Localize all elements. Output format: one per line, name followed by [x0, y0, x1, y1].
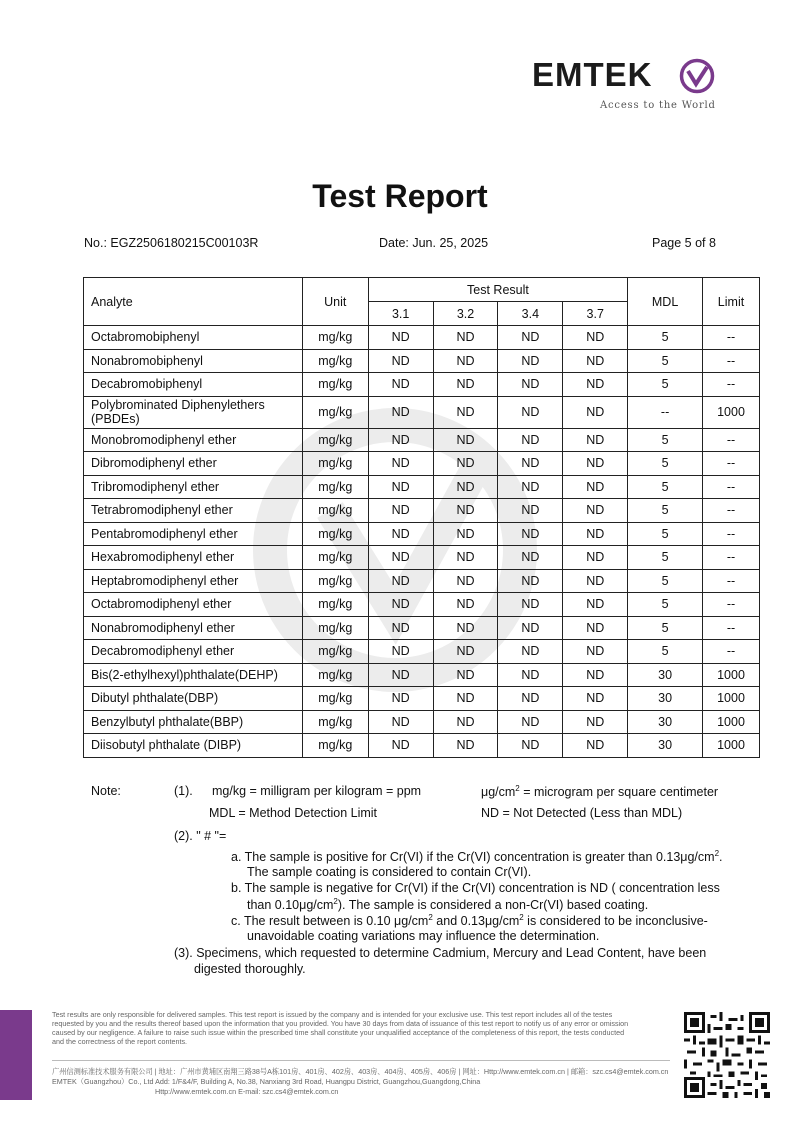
cell-result: ND — [368, 616, 433, 640]
cell-result: ND — [563, 396, 628, 428]
cell-result: ND — [563, 734, 628, 758]
cell-result: ND — [563, 349, 628, 373]
subcol-header: 3.7 — [563, 302, 628, 326]
page-number: Page 5 of 8 — [652, 236, 716, 250]
cell-result: ND — [433, 663, 498, 687]
cell-mdl: 30 — [628, 663, 703, 687]
cell-mdl: 5 — [628, 546, 703, 570]
cell-unit: mg/kg — [302, 452, 368, 476]
cell-result: ND — [498, 710, 563, 734]
cell-result: ND — [563, 640, 628, 664]
cell-result: ND — [563, 546, 628, 570]
cell-mdl: 5 — [628, 499, 703, 523]
cell-result: ND — [563, 475, 628, 499]
cell-unit: mg/kg — [302, 546, 368, 570]
cell-mdl: 5 — [628, 428, 703, 452]
cell-result: ND — [498, 428, 563, 452]
cell-unit: mg/kg — [302, 593, 368, 617]
cell-limit: 1000 — [703, 710, 760, 734]
cell-limit: 1000 — [703, 687, 760, 711]
footer-accent-bar — [0, 1010, 32, 1100]
cell-result: ND — [433, 616, 498, 640]
subcol-header: 3.2 — [433, 302, 498, 326]
cell-limit: -- — [703, 499, 760, 523]
cell-unit: mg/kg — [302, 663, 368, 687]
cell-result: ND — [368, 663, 433, 687]
cell-unit: mg/kg — [302, 734, 368, 758]
cell-mdl: 5 — [628, 569, 703, 593]
cell-analyte: Benzylbutyl phthalate(BBP) — [84, 710, 303, 734]
cell-result: ND — [498, 640, 563, 664]
cell-result: ND — [563, 499, 628, 523]
cell-mdl: 5 — [628, 522, 703, 546]
report-number: No.: EGZ2506180215C00103R — [84, 236, 259, 250]
footer-disclaimer: Test results are only responsible for delivered samples. This test report is issued by the company and is intended for your exclusive use. This test report includes all of the testes requested by you and the results thereof based upon the information that you provided. You have 30 days from data of issuance of this test report to notify us of any error or omission caused by our negligence. A failure to raise such issue within the prescribed time shall constitute your unqualified acceptance of the completeness of this report, the tests conducted and the correctness of the report contents. — [52, 1010, 629, 1046]
table-row — [84, 734, 760, 758]
cell-unit: mg/kg — [302, 475, 368, 499]
cell-result: ND — [368, 326, 433, 350]
cell-unit: mg/kg — [302, 326, 368, 350]
table-row — [84, 452, 760, 476]
cell-unit: mg/kg — [302, 499, 368, 523]
cell-result: ND — [433, 710, 498, 734]
cell-result: ND — [498, 396, 563, 428]
cell-limit: 1000 — [703, 396, 760, 428]
cell-limit: -- — [703, 522, 760, 546]
cell-result: ND — [368, 428, 433, 452]
cell-result: ND — [563, 428, 628, 452]
cell-result: ND — [563, 569, 628, 593]
cell-result: ND — [433, 522, 498, 546]
cell-limit: -- — [703, 569, 760, 593]
cell-result: ND — [498, 593, 563, 617]
cell-unit: mg/kg — [302, 569, 368, 593]
cell-limit: -- — [703, 475, 760, 499]
table-row — [84, 396, 760, 428]
cell-unit: mg/kg — [302, 349, 368, 373]
cell-result: ND — [368, 396, 433, 428]
cell-result: ND — [433, 569, 498, 593]
table-row — [84, 546, 760, 570]
report-date: Date: Jun. 25, 2025 — [379, 236, 489, 250]
cell-limit: 1000 — [703, 663, 760, 687]
cell-result: ND — [563, 593, 628, 617]
cell-result: ND — [433, 546, 498, 570]
col-mdl-header: MDL — [628, 278, 703, 326]
cell-analyte: Bis(2-ethylhexyl)phthalate(DEHP) — [84, 663, 303, 687]
cell-unit: mg/kg — [302, 710, 368, 734]
col-limit-header: Limit — [703, 278, 760, 326]
emtek-logo — [532, 56, 722, 116]
cell-unit: mg/kg — [302, 687, 368, 711]
cell-analyte: Decabromobiphenyl — [84, 373, 303, 397]
col-test-result-header: Test Result — [368, 278, 627, 302]
cell-result: ND — [498, 687, 563, 711]
cell-analyte: Tetrabromodiphenyl ether — [84, 499, 303, 523]
cell-result: ND — [368, 734, 433, 758]
cell-limit: -- — [703, 546, 760, 570]
table-row — [84, 349, 760, 373]
table-row — [84, 569, 760, 593]
cell-analyte: Tribromodiphenyl ether — [84, 475, 303, 499]
cell-result: ND — [498, 475, 563, 499]
note-nd-definition: ND = Not Detected (Less than MDL) — [481, 806, 683, 820]
results-body — [84, 326, 760, 758]
cell-analyte: Decabromodiphenyl ether — [84, 640, 303, 664]
note-1-index: (1). — [174, 784, 193, 798]
footer-address-cn: 广州信测标准技术服务有限公司 | 地址：广州市黄埔区南翔三路38号A栋101房、401房、402房、403房、404房、405房、406房 | 网址：Http://www.emtek.com.cn | 邮箱：szc.cs4@emtek.com.cn — [52, 1067, 669, 1076]
subcol-header: 3.1 — [368, 302, 433, 326]
cell-result: ND — [563, 663, 628, 687]
cell-result: ND — [498, 663, 563, 687]
cell-limit: -- — [703, 326, 760, 350]
cell-analyte: Nonabromobiphenyl — [84, 349, 303, 373]
cell-limit: -- — [703, 452, 760, 476]
col-unit-header: Unit — [302, 278, 368, 326]
cell-result: ND — [433, 349, 498, 373]
cell-result: ND — [498, 616, 563, 640]
note-c-line2: unavoidable coating variations may influence the determination. — [247, 929, 600, 943]
cell-analyte: Dibutyl phthalate(DBP) — [84, 687, 303, 711]
cell-analyte: Monobromodiphenyl ether — [84, 428, 303, 452]
cell-result: ND — [368, 373, 433, 397]
table-row — [84, 475, 760, 499]
cell-result: ND — [433, 593, 498, 617]
table-row — [84, 499, 760, 523]
cell-result: ND — [368, 349, 433, 373]
cell-result: ND — [563, 687, 628, 711]
cell-analyte: Polybrominated Diphenylethers (PBDEs) — [84, 396, 303, 428]
cell-mdl: 5 — [628, 640, 703, 664]
cell-result: ND — [498, 373, 563, 397]
cell-result: ND — [368, 452, 433, 476]
footer-web-email: Http://www.emtek.com.cn E-mail: szc.cs4@emtek.com.cn — [155, 1087, 339, 1096]
table-row — [84, 640, 760, 664]
note-b-line1: b. The sample is negative for Cr(VI) if the Cr(VI) concentration is ND ( concentration less — [231, 881, 720, 895]
cell-result: ND — [498, 569, 563, 593]
cell-result: ND — [498, 499, 563, 523]
cell-mdl: 5 — [628, 475, 703, 499]
note-ppm: mg/kg = milligram per kilogram = ppm — [212, 784, 422, 798]
cell-mdl: 5 — [628, 349, 703, 373]
cell-result: ND — [433, 396, 498, 428]
cell-result: ND — [563, 373, 628, 397]
cell-result: ND — [433, 687, 498, 711]
cell-result: ND — [368, 522, 433, 546]
qr-code-icon — [684, 1012, 770, 1098]
cell-result: ND — [433, 452, 498, 476]
cell-analyte: Dibromodiphenyl ether — [84, 452, 303, 476]
cell-unit: mg/kg — [302, 640, 368, 664]
cell-result: ND — [563, 710, 628, 734]
brand-name: EMTEK — [532, 56, 653, 93]
cell-result: ND — [368, 475, 433, 499]
cell-limit: -- — [703, 640, 760, 664]
cell-limit: -- — [703, 428, 760, 452]
cell-mdl: 5 — [628, 593, 703, 617]
table-row — [84, 522, 760, 546]
cell-limit: -- — [703, 349, 760, 373]
cell-result: ND — [563, 616, 628, 640]
cell-result: ND — [563, 522, 628, 546]
cell-analyte: Pentabromodiphenyl ether — [84, 522, 303, 546]
note-3-line2: digested thoroughly. — [194, 962, 306, 976]
note-2-index: (2). " # "= — [174, 829, 227, 843]
cell-result: ND — [368, 640, 433, 664]
note-ugcm2: $\mu g/cm^2$ = microgram per square centimeter — [481, 784, 719, 800]
cell-mdl: -- — [628, 396, 703, 428]
note-label: Note: — [91, 784, 121, 798]
brand-tagline: Access to the World — [600, 100, 716, 111]
cell-result: ND — [433, 428, 498, 452]
cell-result: ND — [498, 326, 563, 350]
results-table — [83, 277, 760, 758]
cell-unit: mg/kg — [302, 373, 368, 397]
cell-result: ND — [498, 349, 563, 373]
table-row — [84, 663, 760, 687]
cell-mdl: 30 — [628, 687, 703, 711]
cell-result: ND — [433, 373, 498, 397]
note-3-line1: (3). Specimens, which requested to determine Cadmium, Mercury and Lead Content, have been — [174, 946, 707, 960]
cell-mdl: 5 — [628, 616, 703, 640]
cell-limit: -- — [703, 593, 760, 617]
cell-unit: mg/kg — [302, 396, 368, 428]
note-c-line1: c. The result between is 0.10 $\mu g/cm^2$ and $0.13\mu g/cm^2$ is considered to be inconclusive- — [231, 913, 708, 929]
cell-result: ND — [368, 710, 433, 734]
footer-address-en: EMTEK（Guangzhou）Co., Ltd Add: 1/F&4/F, Building A, No.38, Nanxiang 3rd Road, Huangpu District, Guangzhou,Guangdong,China — [52, 1077, 481, 1086]
cell-limit: -- — [703, 373, 760, 397]
cell-mdl: 30 — [628, 734, 703, 758]
cell-analyte: Heptabromodiphenyl ether — [84, 569, 303, 593]
table-row — [84, 326, 760, 350]
cell-result: ND — [368, 687, 433, 711]
cell-analyte: Nonabromodiphenyl ether — [84, 616, 303, 640]
cell-result: ND — [563, 326, 628, 350]
cell-unit: mg/kg — [302, 616, 368, 640]
cell-mdl: 5 — [628, 326, 703, 350]
cell-result: ND — [368, 546, 433, 570]
note-a-line1: a. The sample is positive for Cr(VI) if the Cr(VI) concentration is greater than $0.13\mu g/cm^2$. — [231, 849, 723, 865]
table-row — [84, 593, 760, 617]
cell-limit: 1000 — [703, 734, 760, 758]
cell-result: ND — [498, 734, 563, 758]
cell-result: ND — [433, 499, 498, 523]
note-a-line2: The sample coating is considered to contain Cr(VI). — [247, 865, 532, 879]
cell-result: ND — [368, 569, 433, 593]
table-row — [84, 373, 760, 397]
cell-result: ND — [433, 326, 498, 350]
cell-unit: mg/kg — [302, 428, 368, 452]
cell-result: ND — [498, 452, 563, 476]
cell-result: ND — [498, 546, 563, 570]
cell-unit: mg/kg — [302, 522, 368, 546]
cell-limit: -- — [703, 616, 760, 640]
table-row — [84, 428, 760, 452]
footer-divider — [52, 1060, 670, 1061]
cell-mdl: 5 — [628, 373, 703, 397]
table-row — [84, 687, 760, 711]
cell-result: ND — [433, 475, 498, 499]
note-mdl-definition: MDL = Method Detection Limit — [209, 806, 378, 820]
note-b-line2: than $0.10\mu g/cm^2$). The sample is considered a non-Cr(VI) based coating. — [247, 897, 649, 913]
cell-result: ND — [563, 452, 628, 476]
table-row — [84, 616, 760, 640]
subcol-header: 3.4 — [498, 302, 563, 326]
checkmark-logo-icon — [679, 58, 715, 94]
cell-mdl: 30 — [628, 710, 703, 734]
cell-analyte: Octabromobiphenyl — [84, 326, 303, 350]
cell-mdl: 5 — [628, 452, 703, 476]
table-row — [84, 710, 760, 734]
page-title: Test Report — [312, 178, 488, 214]
cell-analyte: Hexabromodiphenyl ether — [84, 546, 303, 570]
cell-analyte: Octabromodiphenyl ether — [84, 593, 303, 617]
cell-result: ND — [368, 593, 433, 617]
cell-analyte: Diisobutyl phthalate (DIBP) — [84, 734, 303, 758]
cell-result: ND — [368, 499, 433, 523]
cell-result: ND — [498, 522, 563, 546]
cell-result: ND — [433, 640, 498, 664]
col-analyte-header: Analyte — [84, 278, 303, 326]
cell-result: ND — [433, 734, 498, 758]
